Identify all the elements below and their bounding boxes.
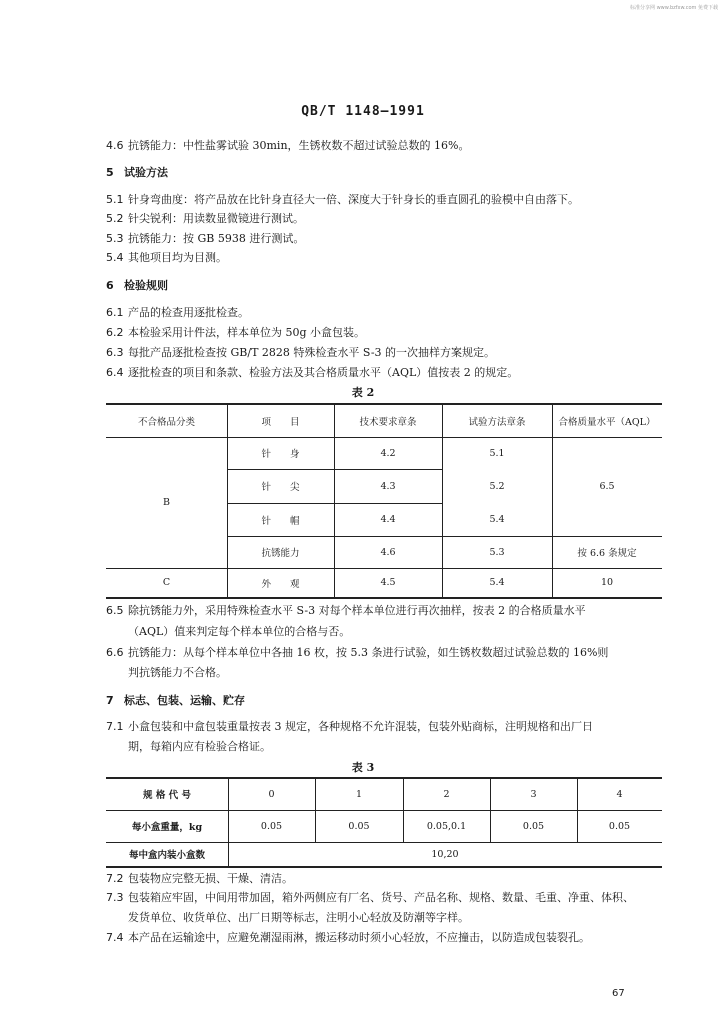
t3-spec-label: 规 格 代 号 <box>143 790 191 801</box>
t3-spec-value: 3 <box>530 788 537 800</box>
clause-5-1: 5.1 针身弯曲度：将产品放在比针身直径大一倍、深度大于针身长的垂直圆孔的验模中自由落下。 <box>106 193 579 206</box>
t3-weight-value: 0.05 <box>348 820 370 832</box>
clause-6-5-cont: （AQL）值来判定每个样本单位的合格与否。 <box>128 625 351 638</box>
t3-weight-value: 0.05 <box>522 820 545 832</box>
t3-count-value: 10,20 <box>431 848 459 860</box>
t2-row-req: 4.4 <box>380 514 396 525</box>
clause-6-4: 6.4 逐批检查的项目和条款、检验方法及其合格质量水平（AQL）值按表 2 的规定。 <box>106 366 519 379</box>
clause-6-2: 6.2 本检验采用计件法，样本单位为 50g 小盒包装。 <box>106 326 366 339</box>
t2-row-method: 5.2 <box>489 480 505 492</box>
t2-header-category: 不合格品分类 <box>137 416 195 428</box>
t3-weight-value: 0.05 <box>260 820 283 832</box>
t2-row-aql: 按 6.6 条规定 <box>577 548 637 559</box>
clause-5-3: 5.3 抗锈能力：按 GB 5938 进行测试。 <box>106 232 305 245</box>
t3-spec-value: 4 <box>616 788 623 800</box>
t3-spec-value: 2 <box>443 788 450 800</box>
clause-6-3: 6.3 每批产品逐批检查按 GB/T 2828 特殊检查水平 S-3 的一次抽样方案规定。 <box>106 346 496 359</box>
t3-weight-value: 0.05,0.1 <box>426 820 467 832</box>
table-2-caption: 表 2 <box>351 386 375 399</box>
t2-group-c: C <box>162 577 171 588</box>
t2-row-method: 5.4 <box>489 514 505 525</box>
clause-5-2: 5.2 针尖锐利：用读数显微镜进行测试。 <box>106 212 304 225</box>
t2-row-req: 4.2 <box>380 447 396 459</box>
section-5-heading: 5 试验方法 <box>106 166 168 179</box>
clause-7-3: 7.3 包装箱应牢固，中间用带加固，箱外两侧应有厂名、货号、产品名称、规格、数量、毛重、净重、体积、 <box>106 891 634 904</box>
t2-header-req: 技术要求章条 <box>359 416 417 428</box>
t2-row-req: 4.6 <box>380 546 396 558</box>
standard-header: QB/T 1148—1991 <box>301 104 425 119</box>
watermark: 标准分享网 www.bzfxw.com 免费下载 <box>630 5 718 11</box>
t3-weight-value: 0.05 <box>608 820 631 832</box>
t2-row-item: 外 观 <box>261 578 300 590</box>
clause-7-4: 7.4 本产品在运输途中，应避免潮湿雨淋，搬运移动时须小心轻放，不应撞击，以防造成包装裂孔。 <box>106 931 590 944</box>
clause-6-6: 6.6 抗锈能力：从每个样本单位中各抽 16 枚，按 5.3 条进行试验，如生锈枚数超过试验总数的 16%则 <box>106 646 609 659</box>
t3-count-label: 每中盒内装小盒数 <box>128 850 205 861</box>
t3-weight-label: 每小盒重量，kg <box>131 822 203 833</box>
page-number: 67 <box>612 988 625 999</box>
section-7-heading: 7 标志、包装、运输、贮存 <box>106 694 245 707</box>
clause-7-3-cont: 发货单位、收货单位、出厂日期等标志，注明小心轻放及防潮等字样。 <box>128 911 469 924</box>
t2-header-item: 项 目 <box>261 416 300 428</box>
t2-row-item: 针 身 <box>261 449 300 460</box>
t2-row-aql: 10 <box>600 577 614 588</box>
t2-row-method: 5.3 <box>489 546 505 558</box>
t2-group-b: B <box>163 497 170 508</box>
t2-header-method: 试验方法章条 <box>468 416 526 428</box>
clause-5-4: 5.4 其他项目均为目测。 <box>106 251 227 264</box>
t2-aql-b: 6.5 <box>599 481 615 492</box>
clause-7-1: 7.1 小盒包装和中盒包装重量按表 3 规定，各种规格不允许混装，包装外贴商标，注明规格和出厂日 <box>106 720 593 733</box>
section-6-heading: 6 检验规则 <box>106 279 168 292</box>
t2-row-method: 5.1 <box>489 447 505 459</box>
t2-row-item: 抗锈能力 <box>261 548 300 559</box>
clause-6-5: 6.5 除抗锈能力外，采用特殊检查水平 S-3 对每个样本单位进行再次抽样，按表 2 的合格质量水平 <box>106 604 586 617</box>
t2-header-aql: 合格质量水平（AQL） <box>558 416 656 428</box>
t2-row-req: 4.3 <box>380 480 396 492</box>
t2-row-method: 5.4 <box>489 577 505 588</box>
t2-row-item: 针 帽 <box>261 515 300 527</box>
t3-spec-value: 1 <box>355 788 363 800</box>
clause-7-2: 7.2 包装物应完整无损、干燥、清洁。 <box>106 872 293 885</box>
table-3-caption: 表 3 <box>351 761 375 774</box>
clause-6-6-cont: 判抗锈能力不合格。 <box>128 666 227 679</box>
t2-row-item: 针 尖 <box>261 482 300 493</box>
clause-7-1-cont: 期，每箱内应有检验合格证。 <box>128 740 271 753</box>
t2-row-req: 4.5 <box>380 577 396 588</box>
t3-spec-value: 0 <box>268 788 275 800</box>
clause-4-6: 4.6 抗锈能力：中性盐雾试验 30min，生锈枚数不超过试验总数的 16%。 <box>106 139 470 152</box>
clause-6-1: 6.1 产品的检查用逐批检查。 <box>106 306 249 319</box>
